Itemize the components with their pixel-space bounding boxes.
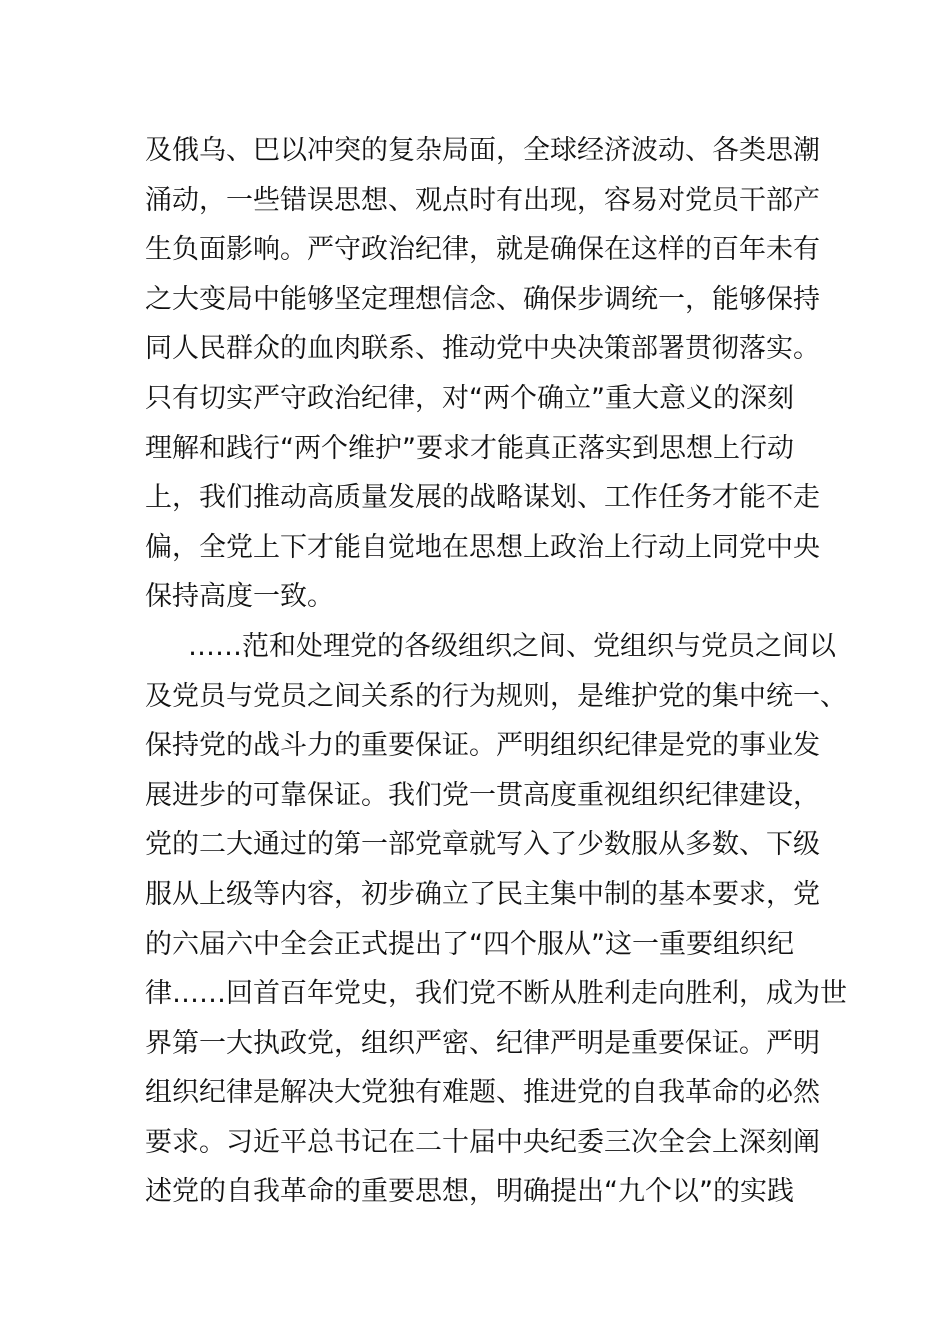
text-line: 要求。习近平总书记在二十届中央纪委三次全会上深刻阐 bbox=[145, 1126, 820, 1158]
text-line: 只有切实严守政治纪律，对“两个确立”重大意义的深刻 bbox=[145, 382, 794, 414]
body-text bbox=[145, 126, 847, 1217]
text-line: 偏，全党上下才能自觉地在思想上政治上行动上同党中央 bbox=[145, 531, 820, 563]
text-line: 同人民群众的血肉联系、推动党中央决策部署贯彻落实。 bbox=[145, 333, 820, 365]
text-line: 述党的自我革命的重要思想，明确提出“九个以”的实践 bbox=[145, 1176, 794, 1208]
text-line: 涌动，一些错误思想、观点时有出现，容易对党员干部产 bbox=[145, 184, 820, 216]
text-line: 界第一大执政党，组织严密、纪律严明是重要保证。严明 bbox=[145, 1027, 820, 1059]
text-line: 及党员与党员之间关系的行为规则，是维护党的集中统一、 bbox=[145, 680, 847, 712]
text-line: 理解和践行“两个维护”要求才能真正落实到思想上行动 bbox=[145, 432, 794, 464]
text-line: 服从上级等内容，初步确立了民主集中制的基本要求，党 bbox=[145, 878, 820, 910]
text-line: 律……回首百年党史，我们党不断从胜利走向胜利，成为世 bbox=[145, 978, 847, 1010]
paragraph-start-line: ……范和处理党的各级组织之间、党组织与党员之间以 bbox=[188, 630, 836, 662]
text-line: 上，我们推动高质量发展的战略谋划、工作任务才能不走 bbox=[145, 482, 820, 514]
text-line: 之大变局中能够坚定理想信念、确保步调统一，能够保持 bbox=[145, 283, 820, 315]
text-line: 党的二大通过的第一部党章就写入了少数服从多数、下级 bbox=[145, 829, 820, 861]
text-line: 生负面影响。严守政治纪律，就是确保在这样的百年未有 bbox=[145, 234, 820, 266]
text-line: 保持高度一致。 bbox=[145, 581, 334, 613]
text-line: 保持党的战斗力的重要保证。严明组织纪律是党的事业发 bbox=[145, 730, 820, 762]
text-line: 及俄乌、巴以冲突的复杂局面，全球经济波动、各类思潮 bbox=[145, 135, 820, 166]
text-line: 组织纪律是解决大党独有难题、推进党的自我革命的必然 bbox=[145, 1077, 820, 1109]
text-line: 展进步的可靠保证。我们党一贯高度重视组织纪律建设， bbox=[145, 779, 820, 811]
text-line: 的六届六中全会正式提出了“四个服从”这一重要组织纪 bbox=[145, 928, 794, 960]
